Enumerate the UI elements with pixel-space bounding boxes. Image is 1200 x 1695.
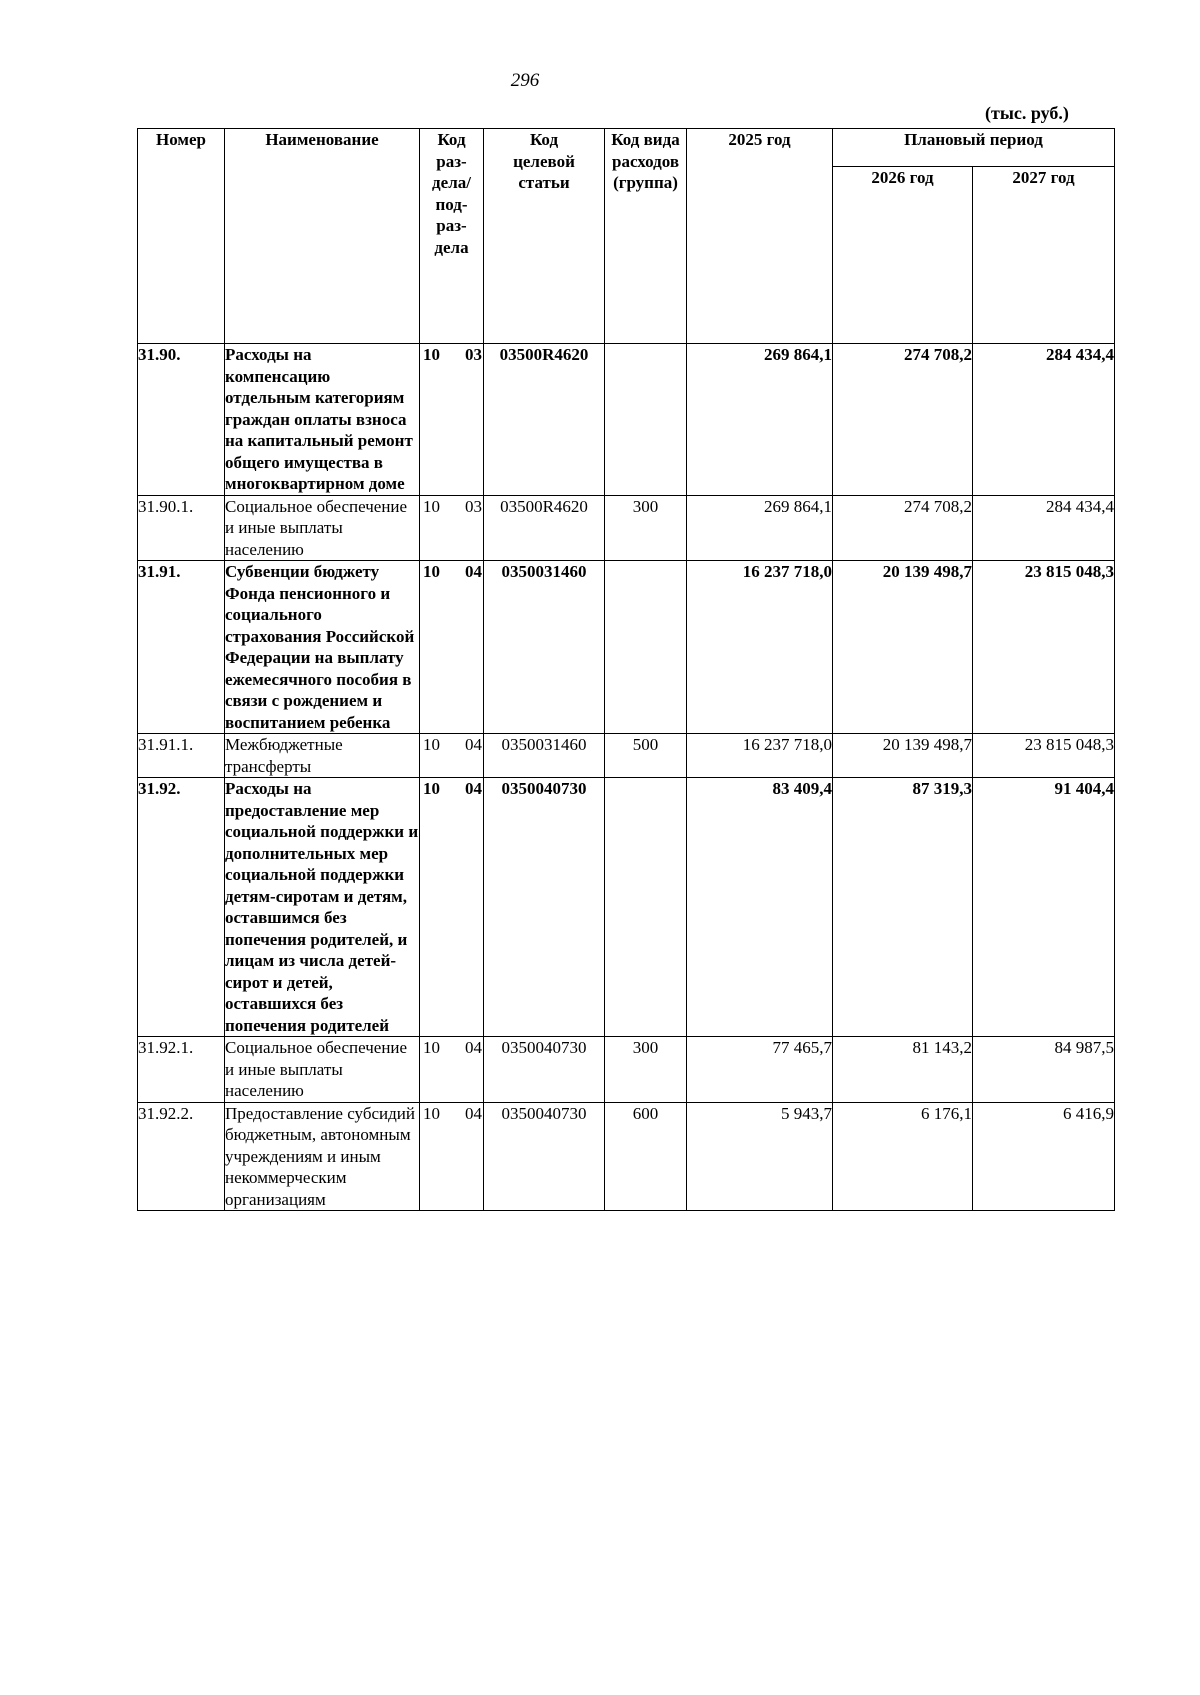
header-expense-type: Код вида расходов (группа) [605, 129, 687, 344]
row-2025: 269 864,1 [687, 344, 833, 496]
header-2026: 2026 год [833, 167, 973, 344]
row-target-article: 0350031460 [484, 561, 605, 734]
row-name: Межбюджетные трансферты [225, 734, 420, 778]
row-razdel [420, 734, 484, 778]
row-subsection: 04 [465, 779, 482, 798]
row-expense-type: 600 [605, 1102, 687, 1211]
row-2025: 16 237 718,0 [687, 561, 833, 734]
row-section: 10 [423, 1038, 440, 1057]
row-section: 10 [423, 779, 440, 798]
row-razdel [420, 1102, 484, 1211]
row-section: 10 [423, 345, 440, 364]
header-number: Номер [138, 129, 225, 344]
header-2025: 2025 год [687, 129, 833, 344]
table-row [138, 734, 1115, 778]
row-number: 31.92.2. [138, 1102, 225, 1211]
table-row [138, 778, 1115, 1037]
row-expense-type [605, 344, 687, 496]
header-2027: 2027 год [973, 167, 1115, 344]
row-name: Расходы на предоставление мер социальной поддержки и дополнительных мер социальной поддержки детям-сиротам и детям, оставшимся без попечения родителей, и лицам из числа детей-сирот и детей, оставшихся без попечения родителей [225, 779, 419, 1035]
row-2027: 23 815 048,3 [973, 561, 1115, 734]
page-number: 296 [510, 70, 540, 91]
header-target-article: Код целевой статьи [484, 129, 605, 344]
row-number: 31.92.1. [138, 1037, 225, 1103]
row-name: Социальное обеспечение и иные выплаты населению [225, 495, 420, 561]
row-2027: 284 434,4 [973, 495, 1115, 561]
row-2026: 20 139 498,7 [833, 734, 973, 778]
row-razdel [420, 561, 484, 734]
row-number: 31.91. [138, 561, 225, 734]
header-name: Наименование [225, 129, 420, 344]
row-number: 31.90.1. [138, 495, 225, 561]
header-plan-period: Плановый период [833, 129, 1115, 167]
row-2026: 81 143,2 [833, 1037, 973, 1103]
row-2026: 87 319,3 [833, 778, 973, 1037]
row-expense-type: 300 [605, 1037, 687, 1103]
row-name: Социальное обеспечение и иные выплаты населению [225, 1037, 420, 1103]
row-2026: 6 176,1 [833, 1102, 973, 1211]
row-razdel [420, 778, 484, 1037]
row-subsection: 03 [465, 496, 482, 516]
row-2027: 23 815 048,3 [973, 734, 1115, 778]
table-body [138, 344, 1115, 1211]
row-target-article: 0350031460 [484, 734, 605, 778]
table-row [138, 1037, 1115, 1103]
row-section: 10 [423, 1103, 440, 1123]
row-section: 10 [423, 735, 440, 754]
row-razdel [420, 495, 484, 561]
row-2025: 16 237 718,0 [687, 734, 833, 778]
row-name: Предоставление субсидий бюджетным, автономным учреждениям и иным некоммерческим организациям [225, 1102, 420, 1211]
row-razdel [420, 344, 484, 496]
table-row [138, 344, 1115, 496]
row-target-article: 0350040730 [484, 778, 605, 1037]
row-2026: 20 139 498,7 [833, 561, 973, 734]
row-2025: 83 409,4 [687, 778, 833, 1037]
row-target-article: 03500R4620 [484, 495, 605, 561]
row-target-article: 03500R4620 [484, 344, 605, 496]
row-expense-type: 300 [605, 495, 687, 561]
row-2027: 84 987,5 [973, 1037, 1115, 1103]
row-razdel [420, 1037, 484, 1103]
row-name: Расходы на компенсацию отдельным категориям граждан оплаты взноса на капитальный ремонт общего имущества в многоквартирном доме [225, 344, 420, 496]
header-razdel: Код раз- дела/ под- раз- дела [420, 129, 484, 344]
row-expense-type: 500 [605, 734, 687, 778]
row-2027: 91 404,4 [973, 778, 1115, 1037]
row-section: 10 [423, 562, 440, 581]
row-subsection: 04 [465, 1103, 482, 1123]
row-target-article: 0350040730 [484, 1037, 605, 1103]
row-number: 31.92. [138, 778, 225, 1037]
row-2026: 274 708,2 [833, 495, 973, 561]
row-number: 31.91.1. [138, 734, 225, 778]
row-2026: 274 708,2 [833, 344, 973, 496]
table-row [138, 1102, 1115, 1211]
row-2025: 269 864,1 [687, 495, 833, 561]
row-expense-type [605, 561, 687, 734]
row-expense-type [605, 778, 687, 1037]
row-section: 10 [423, 496, 440, 516]
row-target-article: 0350040730 [484, 1102, 605, 1211]
row-2027: 284 434,4 [973, 344, 1115, 496]
row-subsection: 04 [465, 735, 482, 754]
row-number: 31.90. [138, 344, 225, 496]
row-subsection: 03 [465, 345, 482, 364]
row-subsection: 04 [465, 1038, 482, 1057]
row-2025: 77 465,7 [687, 1037, 833, 1103]
row-2025: 5 943,7 [687, 1102, 833, 1211]
table-row [138, 561, 1115, 734]
budget-table [137, 128, 1115, 1211]
row-2027: 6 416,9 [973, 1102, 1115, 1211]
row-subsection: 04 [465, 562, 482, 581]
row-name: Субвенции бюджету Фонда пенсионного и социального страхования Российской Федерации на выплату ежемесячного пособия в связи с рождением и воспитанием ребенка [225, 561, 420, 734]
table-row [138, 495, 1115, 561]
units-label: (тыс. руб.) [985, 103, 1069, 123]
